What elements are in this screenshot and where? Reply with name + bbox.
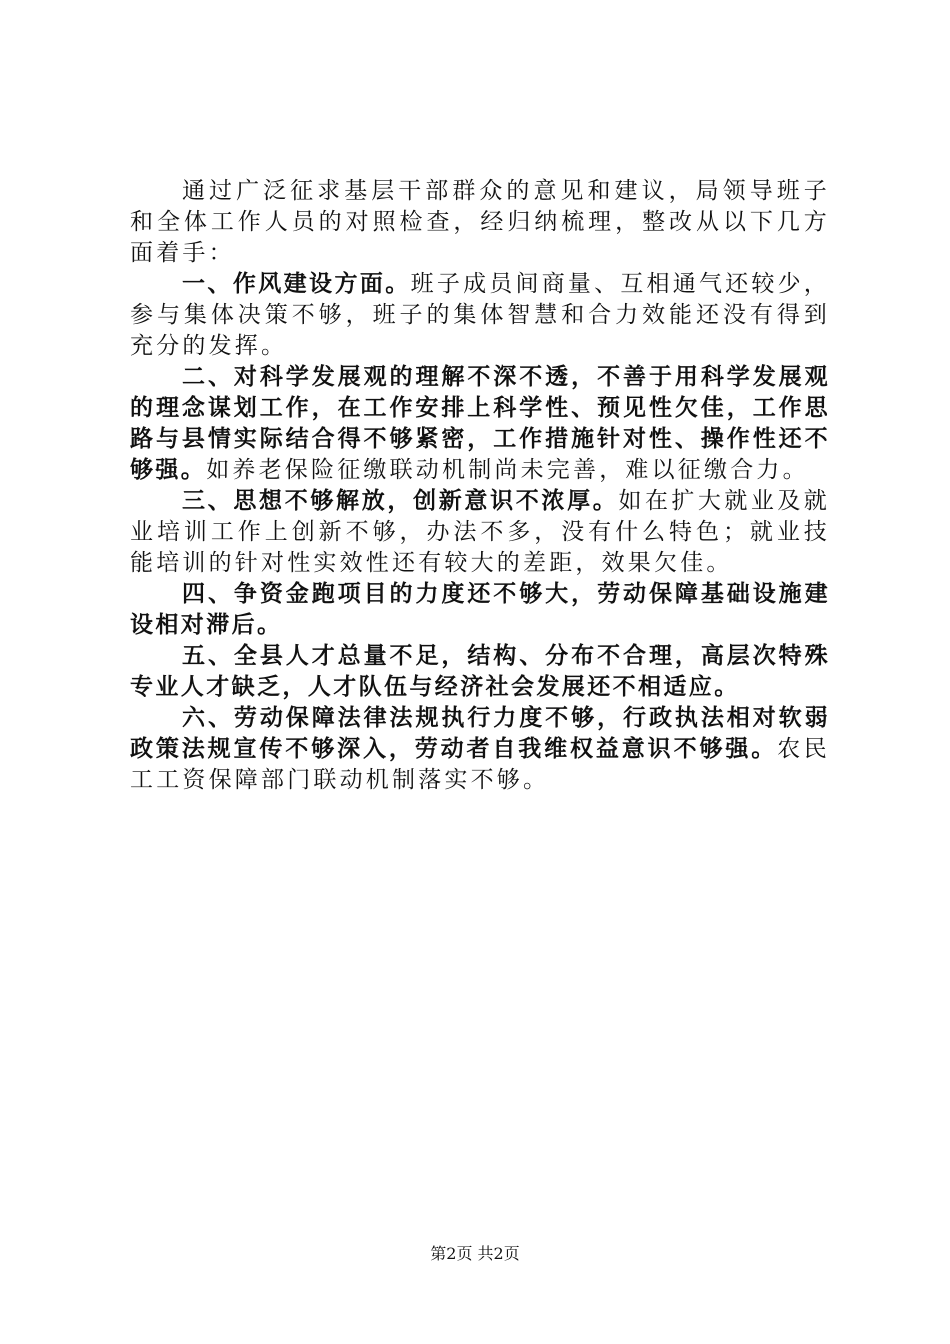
item-2-heading: 二、对科学发展观的理解不深不透，不善于用科学发展观的理念谋划工作，在工作安排上科学性、预见性欠佳，工作思路与县情实际结合得不够紧密，工作措施针对性、操作性还不够强。	[130, 364, 830, 483]
item-5-heading: 五、全县人才总量不足，结构、分布不合理，高层次特殊专业人才缺乏，人才队伍与经济社会发展还不相适应。	[130, 643, 830, 700]
item-1-text: 班子成员间商量、互相通气还较少，参与集体决策不够，班子的集体智慧和合力效能还没有得到充分的发挥。	[130, 271, 830, 359]
item-6-text: 农民工工资保障部门联动机制落实不够。	[130, 736, 830, 793]
intro-text: 通过广泛征求基层干部群众的意见和建议，局领导班子和全体工作人员的对照检查，经归纳梳理，整改从以下几方面着手：	[130, 178, 830, 266]
page-footer	[0, 1244, 950, 1264]
item-3-paragraph	[130, 486, 830, 579]
item-3-heading: 三、思想不够解放，创新意识不浓厚。	[182, 488, 619, 514]
intro-paragraph	[130, 176, 830, 269]
item-2-paragraph	[130, 362, 830, 486]
item-6-heading: 六、劳动保障法律法规执行力度不够，行政执法相对软弱政策法规宣传不够深入，劳动者自我维权益意识不够强。	[130, 705, 830, 762]
item-4-paragraph	[130, 579, 830, 641]
item-5-paragraph	[130, 641, 830, 703]
item-1-paragraph	[130, 269, 830, 362]
item-2-text: 如养老保险征缴联动机制尚未完善，难以征缴合力。	[206, 457, 809, 483]
item-1-heading: 一、作风建设方面。	[182, 271, 411, 297]
document-body	[130, 176, 830, 796]
item-4-heading: 四、争资金跑项目的力度还不够大，劳动保障基础设施建设相对滞后。	[130, 581, 830, 638]
item-6-paragraph	[130, 703, 830, 796]
page-number-label: 第2页 共2页	[430, 1244, 520, 1263]
item-3-text: 如在扩大就业及就业培训工作上创新不够，办法不多，没有什么特色；就业技能培训的针对性实效性还有较大的差距，效果欠佳。	[130, 488, 830, 576]
